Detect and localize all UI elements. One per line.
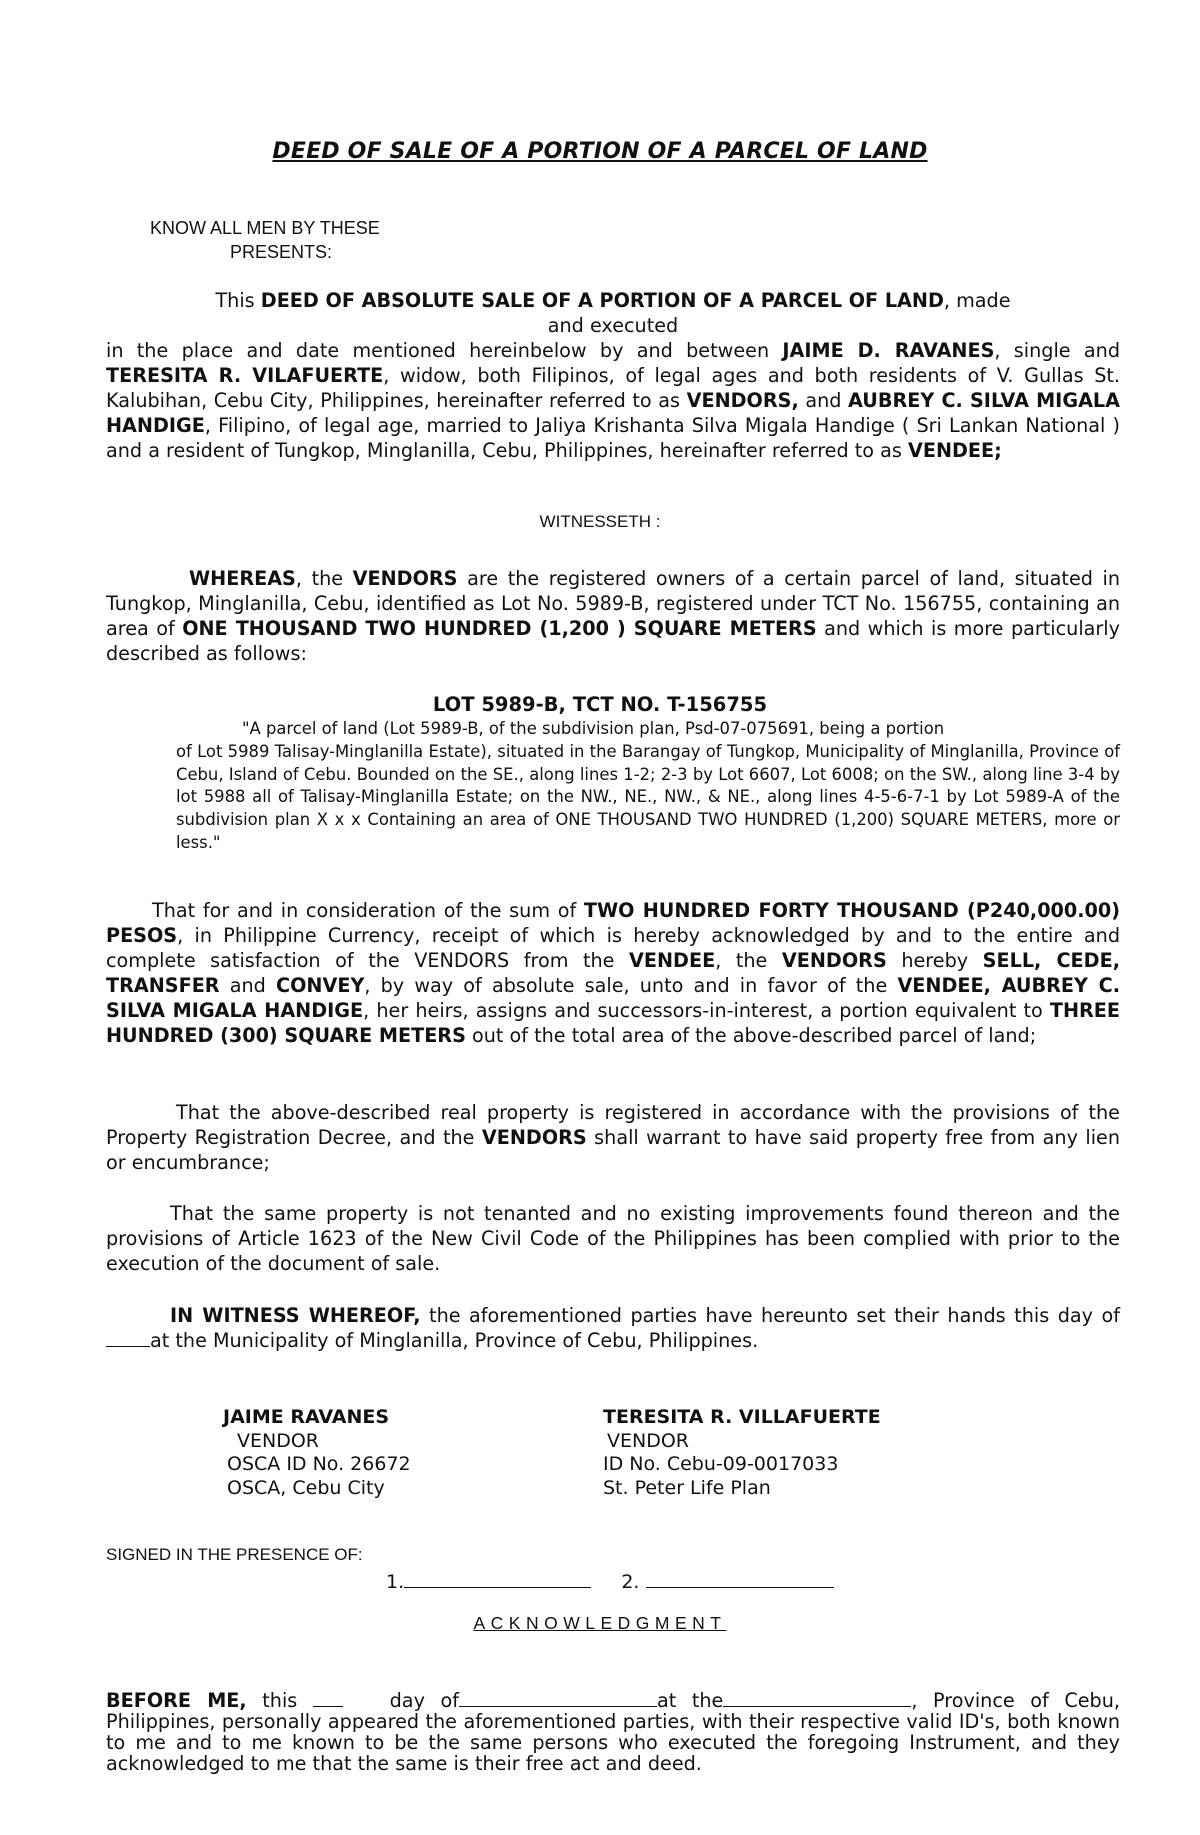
before-day-blank[interactable] xyxy=(313,1688,343,1707)
before-place-blank[interactable] xyxy=(723,1688,911,1707)
witness-1-label: 1. xyxy=(386,1571,405,1593)
day-blank[interactable] xyxy=(106,1328,150,1347)
tenanted-paragraph: That the same property is not tenanted and no existing improvements found thereon and the provisions of Article 1623 of the New Civil Code of the Philippines has been complied with prior to the execution of the document of sale. xyxy=(106,1202,1120,1275)
know-all-men xyxy=(150,216,380,264)
intro-body: in the place and date mentioned hereinbelow by and between JAIME D. RAVANES, single and TERESITA R. VILAFUERTE, widow, both Filipinos, of legal ages and both residents of V. Gullas St. Kalubihan, Cebu City, Philippines, hereinafter referred to as VENDORS, and AUBREY C. SILVA MIGALA HANDIGE, Filipino, of legal age, married to Jaliya Krishanta Silva Migala Handige ( Sri Lankan National ) and a resident of Tungkop, Minglanilla, Cebu, Philippines, hereinafter referred to as VENDEE; xyxy=(106,339,1120,462)
before-month-blank[interactable] xyxy=(459,1688,657,1707)
signatory-1-role: VENDOR xyxy=(237,1429,320,1452)
registered-paragraph: That the above-described real property is registered in accordance with the provisions of the Property Registration Decree, and the VENDORS shall warrant to have said property free from any lien or encumbrance; xyxy=(106,1101,1120,1174)
lot-description xyxy=(176,718,1120,855)
signatory-1 xyxy=(223,1406,411,1500)
consideration-paragraph: That for and in consideration of the sum of TWO HUNDRED FORTY THOUSAND (P240,000.00) PESOS, in Philippine Currency, receipt of which is hereby acknowledged by and to the entire and complete satisfaction of the VENDORS from the VENDEE, the VENDORS hereby SELL, CEDE, TRANSFER and CONVEY, by way of absolute sale, unto and in favor of the VENDEE, AUBREY C. SILVA MIGALA HANDIGE, her heirs, assigns and successors-in-interest, a portion equivalent to THREE HUNDRED (300) SQUARE METERS out of the total area of the above-described parcel of land; xyxy=(106,899,1121,1047)
know-all-line2: PRESENTS: xyxy=(230,242,333,262)
intro-paragraph xyxy=(106,288,1120,463)
witness-2-blank[interactable] xyxy=(646,1569,834,1588)
acknowledgment-heading: ACKNOWLEDGMENT xyxy=(473,1613,727,1633)
signatory-1-name: JAIME RAVANES xyxy=(223,1406,390,1428)
whereas-paragraph: WHEREAS, the VENDORS are the registered owners of a certain parcel of land, situated in Tungkop, Minglanilla, Cebu, identified as Lot No. 5989-B, registered under TCT No. 156755, containing an area of ONE THOUSAND TWO HUNDRED (1,200 ) SQUARE METERS and which is more particularly described as follows: xyxy=(106,567,1120,665)
signatory-2-id: ID No. Cebu-09-0017033 xyxy=(603,1453,839,1475)
witness-1-blank[interactable] xyxy=(404,1569,591,1588)
signatory-2-name: TERESITA R. VILLAFUERTE xyxy=(603,1406,881,1428)
presence-label: SIGNED IN THE PRESENCE OF: xyxy=(106,1545,363,1564)
know-all-line1: KNOW ALL MEN BY THESE xyxy=(150,218,380,238)
witnesseth-heading: WITNESSETH : xyxy=(539,512,661,531)
witness-2-label: 2. xyxy=(621,1571,640,1593)
signatory-2-role: VENDOR xyxy=(607,1429,690,1452)
signatory-1-issuer: OSCA, Cebu City xyxy=(227,1476,385,1499)
intro-centered: This DEED OF ABSOLUTE SALE OF A PORTION OF A PARCEL OF LAND, made and executed xyxy=(215,289,1011,337)
in-witness-paragraph: IN WITNESS WHEREOF, the aforementioned parties have hereunto set their hands this day ofat the Municipality of Minglanilla, Province of Cebu, Philippines. xyxy=(106,1303,1120,1353)
lot-desc-first: "A parcel of land (Lot 5989-B, of the subdivision plan, Psd-07-075691, being a portion xyxy=(242,719,945,738)
lot-title: LOT 5989-B, TCT NO. T-156755 xyxy=(432,693,768,716)
signatory-2 xyxy=(603,1406,881,1500)
witness-lines xyxy=(386,1569,834,1593)
before-me-paragraph: BEFORE ME, this day of at the , Province of Cebu, Philippines, personally appeared the aforementioned parties, with their respective valid ID's, both known to me and to me known to be the same persons who executed the foregoing Instrument, and they acknowledged to me that the same is their free act and deed. xyxy=(106,1689,1121,1775)
document-title: DEED OF SALE OF A PORTION OF A PARCEL OF LAND xyxy=(272,139,928,164)
lot-desc-rest: of Lot 5989 Talisay-Minglanilla Estate), situated in the Barangay of Tungkop, Municipality of Minglanilla, Province of Cebu, Island of Cebu. Bounded on the SE., along lines 1-2; 2-3 by Lot 6607, Lot 6008; on the SW., along line 3-4 by lot 5988 all of Talisay-Minglanilla Estate; on the NW., NE., NW., & NE., along lines 4-5-6-7-1 by Lot 5989-A of the subdivision plan X x x Containing an area of ONE THOUSAND TWO HUNDRED (1,200) SQUARE METERS, more or less." xyxy=(176,741,1120,852)
signatory-1-id: OSCA ID No. 26672 xyxy=(227,1453,411,1475)
signatory-2-issuer: St. Peter Life Plan xyxy=(603,1476,771,1499)
